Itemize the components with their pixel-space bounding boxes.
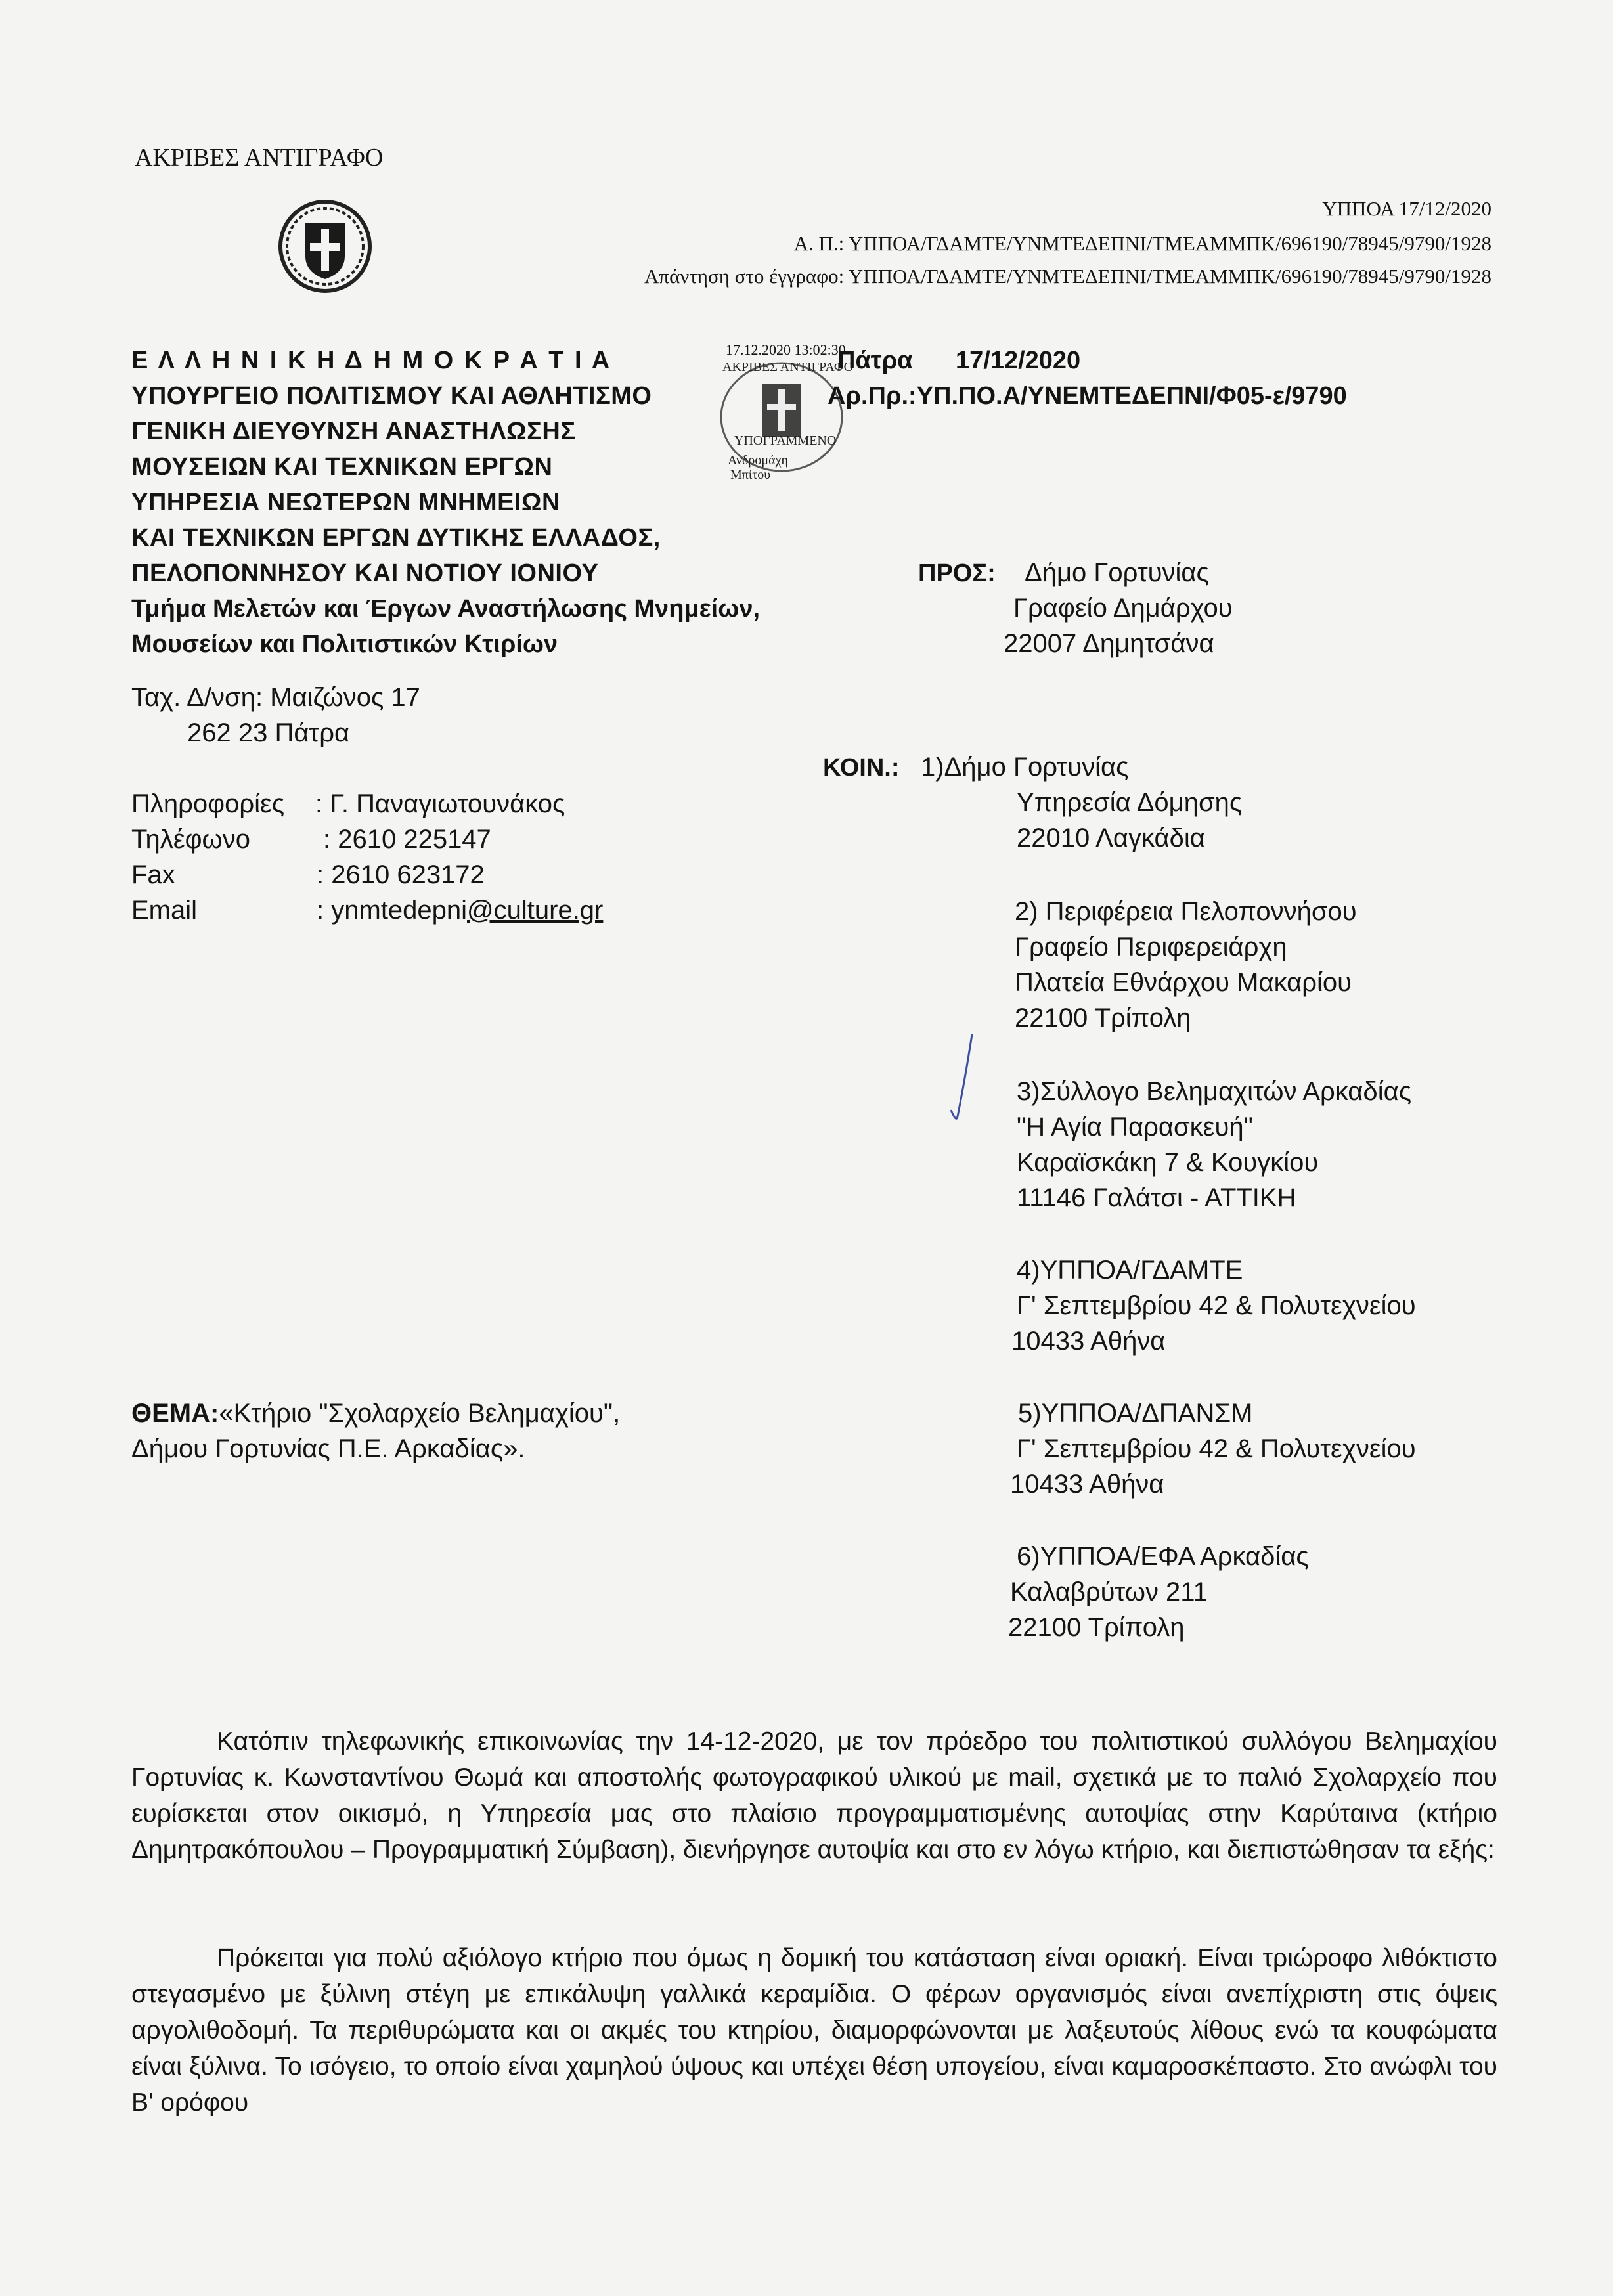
cc-3-line-2: "Η Αγία Παρασκευή" [1017, 1113, 1253, 1141]
subject-line-1 [131, 1399, 620, 1428]
contact-info-label: Πληροφορίες [131, 789, 285, 818]
authority-line-5: ΥΠΗΡΕΣΙΑ ΝΕΩΤΕΡΩΝ ΜΝΗΜΕΙΩΝ [131, 489, 560, 516]
contact-phone-label: Τηλέφωνο [131, 825, 250, 854]
subject-text-1: «Κτήριο "Σχολαρχείο Βελημαχίου", [219, 1399, 621, 1428]
stamp-line-4: Μπίτου [730, 468, 771, 482]
stamp-line-1: ΑΚΡΙΒΕΣ ΑΝΤΙΓΡΑΦΟ [722, 360, 854, 374]
department-line-2: Μουσείων και Πολιτιστικών Κτιρίων [131, 630, 558, 658]
cc-5-line-2: Γ' Σεπτεμβρίου 42 & Πολυτεχνείου [1017, 1434, 1416, 1463]
authority-line-6: ΚΑΙ ΤΕΧΝΙΚΩΝ ΕΡΓΩΝ ΔΥΤΙΚΗΣ ΕΛΛΑΔΟΣ, [131, 524, 661, 552]
email-prefix: : ynmtedepni [317, 896, 468, 925]
authority-line-2: ΥΠΟΥΡΓΕΙΟ ΠΟΛΙΤΙΣΜΟΥ ΚΑΙ ΑΘΛΗΤΙΣΜΟ [131, 382, 652, 410]
greek-coat-of-arms-emblem [276, 197, 374, 296]
ref-answer: Απάντηση στο έγγραφο: ΥΠΠΟΑ/ΓΔΑΜΤΕ/ΥΝΜΤΕΔΕΠΝΙ/ΤΜΕΑΜΜΠΚ/696190/78945/9790/1928 [644, 265, 1491, 288]
subject-label: ΘΕΜΑ: [131, 1399, 219, 1428]
date-place [837, 347, 1080, 375]
postal-address-street: Μαιζώνος 17 [270, 683, 420, 712]
cc-1-line-1: 1)Δήμο Γορτυνίας [921, 753, 1129, 782]
email-link[interactable]: @culture.gr [467, 896, 604, 925]
cc-5-line-3: 10433 Αθήνα [1010, 1470, 1164, 1499]
cc-label: ΚΟΙΝ.: [823, 754, 900, 782]
cc-1-line-3: 22010 Λαγκάδια [1017, 824, 1205, 852]
protocol-label: Αρ.Πρ.: [828, 382, 917, 410]
contact-fax-value: : 2610 623172 [317, 860, 485, 889]
cc-2-line-1: 2) Περιφέρεια Πελοποννήσου [1015, 897, 1357, 926]
cc-6-line-3: 22100 Τρίπολη [1008, 1613, 1185, 1642]
cc-2-line-2: Γραφείο Περιφερειάρχη [1015, 933, 1287, 961]
postal-address-label: Ταχ. Δ/νση: [131, 683, 263, 712]
authority-line-3: ΓΕΝΙΚΗ ΔΙΕΥΘΥΝΣΗ ΑΝΑΣΤΗΛΩΣΗΣ [131, 418, 576, 445]
protocol-value: ΥΠ.ΠΟ.Α/ΥΝΕΜΤΕΔΕΠΝΙ/Φ05-ε/9790 [916, 382, 1347, 410]
cc-6-line-1: 6)ΥΠΠΟΑ/ΕΦΑ Αρκαδίας [1017, 1542, 1309, 1571]
cc-6-line-2: Καλαβρύτων 211 [1010, 1578, 1208, 1606]
cc-4-line-2: Γ' Σεπτεμβρίου 42 & Πολυτεχνείου [1017, 1291, 1416, 1320]
cc-3-line-1: 3)Σύλλογο Βελημαχιτών Αρκαδίας [1017, 1077, 1411, 1106]
stamp-line-3: Ανδρομάχη [728, 453, 788, 468]
authority-line-4: ΜΟΥΣΕΙΩΝ ΚΑΙ ΤΕΧΝΙΚΩΝ ΕΡΓΩΝ [131, 453, 553, 481]
cc-3-line-3: Καραϊσκάκη 7 & Κουγκίου [1017, 1148, 1319, 1177]
cc-2-line-3: Πλατεία Εθνάρχου Μακαρίου [1015, 968, 1352, 997]
recipient-line-1: Δήμο Γορτυνίας [1025, 558, 1209, 587]
ref-protocol: Α. Π.: ΥΠΠΟΑ/ΓΔΑΜΤΕ/ΥΝΜΤΕΔΕΠΝΙ/ΤΜΕΑΜΜΠΚ/696190/78945/9790/1928 [793, 232, 1491, 255]
ref-date: ΥΠΠΟΑ 17/12/2020 [1322, 197, 1491, 220]
document-date: 17/12/2020 [956, 347, 1081, 374]
recipient-label: ΠΡΟΣ: [918, 560, 996, 587]
cc-4-line-1: 4)ΥΠΠΟΑ/ΓΔΑΜΤΕ [1017, 1256, 1243, 1285]
cc-1-line-2: Υπηρεσία Δόμησης [1017, 788, 1243, 817]
postal-address [131, 683, 420, 713]
body-paragraph-1: Κατόπιν τηλεφωνικής επικοινωνίας την 14-12-2020, με τον πρόεδρο του πολιτιστικού συλλόγου Βελημαχίου Γορτυνίας κ. Κωνσταντίνου Θωμά και αποστολής φωτογραφικού υλικού με mail, σχετικά με το παλιό Σχολαρχείο που ευρίσκεται στον οικισμό, η Υπηρεσία μας στο πλαίσιο προγραμματισμένης αυτοψίας στην Καρύταινα (κτήριο Δημητρακόπουλου – Προγραμματική Σύμβαση), διενήργησε αυτοψία και στο εν λόγω κτήριο, και διεπιστώθησαν τα εξής: [131, 1727, 1497, 1864]
subject-line-2: Δήμου Γορτυνίας Π.Ε. Αρκαδίας». [131, 1434, 525, 1463]
recipient-line-3: 22007 Δημητσάνα [1004, 629, 1214, 658]
cc-5-line-1: 5)ΥΠΠΟΑ/ΔΠΑΝΣΜ [1018, 1399, 1253, 1428]
contact-fax-label: Fax [131, 860, 175, 889]
postal-city: 262 23 Πάτρα [187, 718, 350, 747]
body-paragraph-2: Πρόκειται για πολύ αξιόλογο κτήριο που όμως η δομική του κατάσταση είναι οριακή. Είναι τριώροφο λιθόκτιστο στεγασμένο με ξύλινη στέγη με επικάλυψη γαλλικά κεραμίδια. Ο φέρων οργανισμός είναι ανεπίχριστη στις όψεις αργολιθοδομή. Τα περιθυρώματα και οι ακμές του κτηρίου, διαμορφώνονται με λαξευτούς λίθους ενώ τα κουφώματα είναι ξύλινα. Το ισόγειο, το οποίο είναι χαμηλού ύψους και υπέχει θέση υπογείου, είναι καμαροσκέπαστο. Στο ανώφλι του Β' ορόφου [131, 1944, 1497, 2117]
contact-email-label: Email [131, 896, 198, 925]
cc-4-line-3: 10433 Αθήνα [1011, 1327, 1166, 1356]
authority-line-1: Ε Λ Λ Η Ν Ι Κ Η Δ Η Μ Ο Κ Ρ Α Τ Ι Α [131, 347, 612, 374]
copy-title: ΑΚΡΙΒΕΣ ΑΝΤΙΓΡΑΦΟ [135, 144, 384, 171]
protocol-number [828, 382, 1347, 410]
cc-2-line-4: 22100 Τρίπολη [1015, 1004, 1191, 1032]
stamp-line-2: ΥΠΟΓΡΑΜΜΕΝΟ [734, 433, 837, 448]
handwritten-check-mark [946, 1031, 985, 1130]
department-line-1: Τμήμα Μελετών και Έργων Αναστήλωσης Μνημείων, [131, 595, 761, 623]
contact-info-value: : Γ. Παναγιωτουνάκος [315, 789, 565, 818]
date-place-name: Πάτρα [837, 347, 913, 374]
contact-phone-value: : 2610 225147 [323, 825, 491, 854]
recipient-line-2: Γραφείο Δημάρχου [1013, 594, 1233, 623]
cc-3-line-4: 11146 Γαλάτσι - ΑΤΤΙΚΗ [1017, 1183, 1296, 1212]
authority-line-7: ΠΕΛΟΠΟΝΝΗΣΟΥ ΚΑΙ ΝΟΤΙΟΥ ΙΟΝΙΟΥ [131, 560, 599, 587]
stamp-timestamp: 17.12.2020 13:02:30 [726, 342, 846, 358]
contact-email-value [317, 896, 603, 925]
